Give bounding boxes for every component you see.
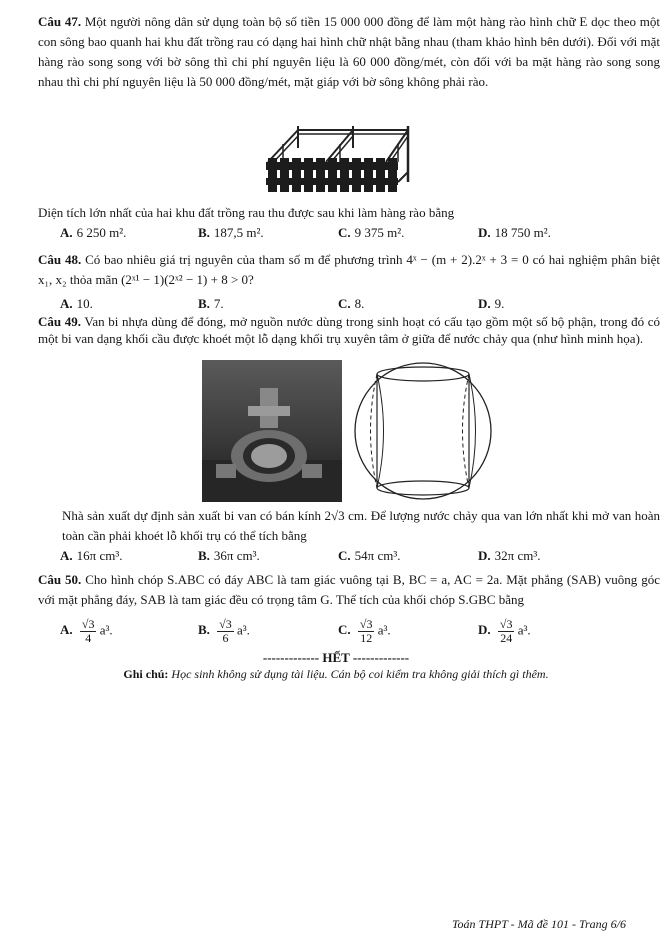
option-d[interactable]: D. 9. <box>478 296 505 311</box>
option-d[interactable]: D. $\frac{√3}{24}$ a³. <box>478 617 531 645</box>
valve-photo <box>202 360 342 502</box>
question-47-prompt: Diện tích lớn nhất của hai khu đất trồng rau thu được sau khi làm hàng rào bằng <box>38 205 455 220</box>
page-footer: Toán THPT - Mã đề 101 - Trang 6/6 <box>451 917 626 931</box>
footnote-label: Ghi chú: <box>123 667 169 681</box>
fence-figure <box>258 122 418 198</box>
question-49-label: Câu 49. <box>38 314 81 329</box>
question-50-options <box>60 618 660 648</box>
option-b[interactable]: B. 7. <box>198 296 224 311</box>
question-50-label: Câu 50. <box>38 572 82 587</box>
question-47-options <box>60 225 660 245</box>
option-c[interactable]: C. 54π cm³. <box>338 548 401 563</box>
question-47-text: Một người nông dân sử dụng toàn bộ số tiền 15 000 000 đồng để làm một hàng rào hình chữ E dọc theo một con sông bao quanh hai khu đất trồng rau có dạng hai hình chữ nhật bằng nhau (tham khảo hình bên dưới). Đối với mặt hàng rào song song với bờ sông thì chi phí nguyên liệu là 60 000 đồng/mét, còn đối với ba mặt hàng rào song song nhau thì chi phí nguyên liệu là 50 000 đồng/mét, mặt giáp với bờ sông không phải rào. <box>38 14 660 89</box>
fraction: $\frac{√3}{12}$ <box>359 617 373 645</box>
question-49-prompt: Nhà sản xuất dự định sản xuất bi van có bán kính 2√3 cm. Để lượng nước chảy qua van lớn nhất khi mở van hoàn toàn cần phải khoét lỗ khối trụ có thể tích bằng <box>62 508 660 543</box>
question-48-text: Có bao nhiêu giá trị nguyên của tham số m để phương trình 4ˣ − (m + 2).2ˣ + 3 = 0 có hai nghiệm phân biệt x₁, x₂ thỏa mãn (2ˣ¹ − 1)(2ˣ² − 1) + 8 > 0? <box>38 252 661 287</box>
option-a[interactable]: A. 10. <box>60 296 93 311</box>
option-c[interactable]: C. $\frac{√3}{12}$ a³. <box>338 617 391 645</box>
fraction: $\frac{√3}{4}$ <box>81 617 95 645</box>
option-c[interactable]: C. 9 375 m². <box>338 225 405 240</box>
footnote <box>0 667 672 682</box>
option-a[interactable]: A. $\frac{√3}{4}$ a³. <box>60 617 113 645</box>
question-47 <box>38 12 660 92</box>
question-48-label: Câu 48. <box>38 252 82 267</box>
footnote-text: Học sinh không sử dụng tài liệu. Cán bộ coi kiểm tra không giải thích gì thêm. <box>171 667 549 681</box>
option-b[interactable]: B. 36π cm³. <box>198 548 260 563</box>
question-50 <box>38 570 660 610</box>
question-50-text: Cho hình chóp S.ABC có đáy ABC là tam giác vuông tại B, BC = a, AC = 2a. Mặt phẳng (SAB) vuông góc với mặt phẳng đáy, SAB là tam giác đều có trọng tâm G. Thể tích của khối chóp S.GBC bằng <box>38 572 661 607</box>
fraction: $\frac{√3}{6}$ <box>219 617 232 645</box>
option-c[interactable]: C. 8. <box>338 296 365 311</box>
question-49-options <box>60 548 660 568</box>
question-49-text: Van bi nhựa dùng để đóng, mở nguồn nước dùng trong sinh hoạt có cấu tạo gồm một số bộ phận, trong đó có một bi van dạng khối cầu được khoét một lỗ dạng khối trụ xuyên tâm ở giữa để nước chảy qua (như hình minh họa). <box>38 314 661 346</box>
question-49 <box>38 313 660 347</box>
fraction: $\frac{√3}{24}$ <box>499 617 513 645</box>
option-b[interactable]: B. 187,5 m². <box>198 225 264 240</box>
sphere-cylinder-diagram <box>352 360 494 502</box>
option-d[interactable]: D. 32π cm³. <box>478 548 541 563</box>
option-d[interactable]: D. 18 750 m². <box>478 225 551 240</box>
option-a[interactable]: A. 16π cm³. <box>60 548 123 563</box>
question-48 <box>38 250 660 290</box>
option-a[interactable]: A. 6 250 m². <box>60 225 127 240</box>
question-47-label: Câu 47. <box>38 14 82 29</box>
option-b[interactable]: B. $\frac{√3}{6}$ a³. <box>198 617 250 645</box>
end-marker: ------------- HẾT ------------- <box>262 650 410 665</box>
